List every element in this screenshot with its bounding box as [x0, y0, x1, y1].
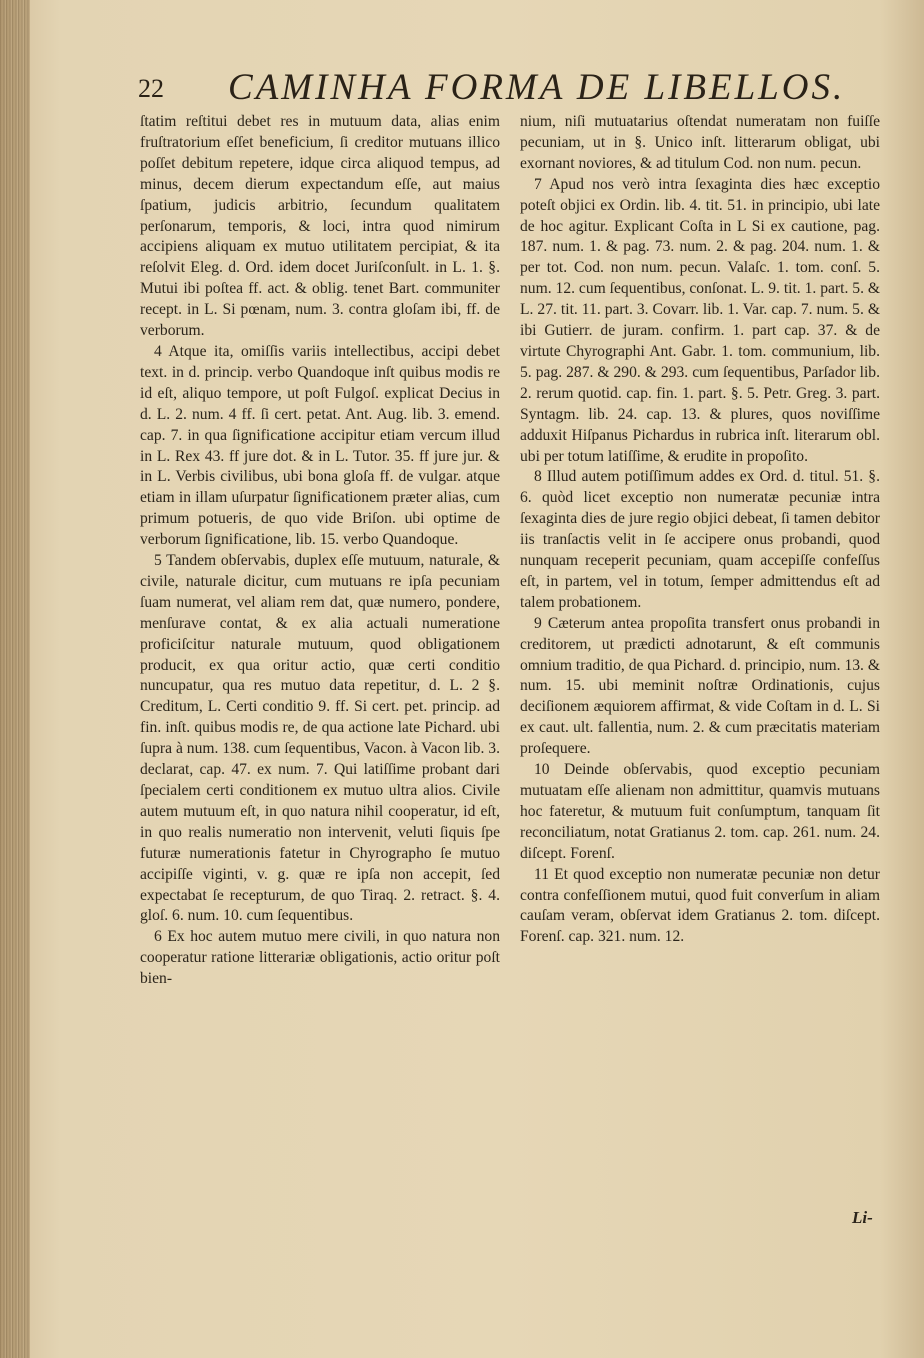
paragraph: 10 Deinde obſervabis, quod exceptio pecuniam mutuatam eſſe alienam non admittitur, quamvis mutuans hoc fateretur, & mutuum fuit conſumptum, tanquam ſit reconciliatum, notat Gratianus 2. tom. cap. 261. num. 24. diſcept. Forenſ. — [520, 761, 880, 862]
left-text-column — [140, 112, 500, 990]
catchword: Li- — [852, 1208, 873, 1227]
paragraph: 5 Tandem obſervabis, duplex eſſe mutuum, naturale, & civile, naturale dicitur, cum mutuans re ipſa pecuniam ſuam numerat, vel aliam rem dat, quæ numero, pondere, menſurave contat, & ex alia actuali numeratione proficiſcitur naturale mutuum, quod obligationem producit, ex qua oritur actio, quæ certi conditio nuncupatur, qua res mutuo data repetitur, d. L. 2 §. Creditum, L. Certi conditio 9. ff. Si cert. pet. princip. ad fin. inſt. quibus modis re, de qua actione late Pichard. ubi ſupra à num. 138. cum ſequentibus, Vacon. à Vacon lib. 3. declarat, cap. 47. ex num. 7. Qui latiſſime probant dari ſpecialem certi conditionem ex mutuo ultra alios. Civile autem mutuum eſt, in quo natura nihil cooperatur, id eſt, in quo realis numeratio non intervenit, veluti ſiquis ſpe futuræ numerationis fatetur in Chyrographo ſe mutuo accipiſſe viginti, v. g. quæ re ipſa non accepit, ſed expectabat ſe recepturum, de quo Tiraq. 2. retract. §. 4. gloſ. 6. num. 10. cum ſequentibus. — [140, 552, 500, 925]
paragraph: 8 Illud autem potiſſimum addes ex Ord. d. titul. 51. §. 6. quòd licet exceptio non numeratæ pecuniæ intra ſexaginta dies de jure regio objici debeat, ſi tamen debitor iis tranſactis velit in ſe accipere onus probandi, quod nunquam receperit pecuniam, quam accepiſſe confeſſus eſt, in partem, vel in totum, ſemper admittendus eſt ad talem probationem. — [520, 468, 880, 611]
paragraph: 7 Apud nos verò intra ſexaginta dies hæc exceptio poteſt objici ex Ordin. lib. 4. tit. 51. in principio, ubi late de hoc agitur. Explicant Coſta in L Si ex cautione, pag. 187. num. 1. & pag. 73. num. 2. & pag. 204. num. 1. & per tot. Cod. non num. pecun. Valaſc. 1. tom. conſ. 5. num. 12. cum ſequentibus, conſonat. L. 9. tit. 1. part. 5. & L. 27. tit. 11. part. 3. Covarr. lib. 1. Var. cap. 7. num. 5. & ibi Gutierr. de juram. confirm. 1. part cap. 37. & de virtute Chyrographi Ant. Gabr. 1. tom. communium, lib. 5. pag. 287. & 290. & 293. cum ſequentibus, Parſador lib. 2. rerum quotid. cap. fin. 1. part. §. 5. Petr. Greg. 3. part. Syntagm. lib. 24. cap. 13. & plures, quos noviſſime adduxit Hiſpanus Pichardus in rubrica inſt. literarum obl. ubi per totum latiſſime, & erudite in propoſito. — [520, 175, 880, 465]
paragraph: ſtatim reſtitui debet res in mutuum data, alias enim fruſtratorium eſſet beneficium, ſi creditor mutuans illico poſſet debitum repetere, idque circa aliquod tempus, ad minus, decem dierum expectandum eſſe, aut maius ſpatium, judicis arbitrio, ſecundum qualitatem perſonarum, temporis, & loci, intra quod nimirum accipiens aliquam ex mutuo utilitatem percipiat, & ita reſolvit Eleg. d. Ord. idem docet Juriſconſult. in L. 1. §. Mutui ibi poſtea ff. act. & oblig. tenet Bart. communiter recept. in L. Si pœnam, num. 3. contra gloſam ibi, ff. de verborum. — [140, 113, 500, 340]
running-title: CAMINHA FORMA DE LIBELLOS. — [228, 67, 846, 108]
paragraph: 9 Cæterum antea propoſita transfert onus probandi in creditorem, ut prædicti adnotarunt, & eſt communis omnium traditio, de qua Pichard. d. principio, num. 13. & num. 15. ubi meminit noſtræ Ordinationis, cujus deciſionem æquiorem affirmat, & vide Coſtam in d. L. Si ex caut. ult. fallentia, num. 2. & cum præcitatis materiam proſequere. — [520, 614, 880, 758]
page-header — [138, 62, 878, 118]
paragraph: 11 Et quod exceptio non numeratæ pecuniæ non detur contra confeſſionem mutui, quod fuit converſum in aliam cauſam veram, obſervat idem Gratianus 2. tom. diſcept. Forenſ. cap. 321. num. 12. — [520, 865, 880, 946]
paragraph: 6 Ex hoc autem mutuo mere civili, in quo natura non cooperatur ratione litterariæ obligationis, actio oritur poſt bien- — [140, 928, 500, 988]
paragraph: 4 Atque ita, omiſſis variis intellectibus, accipi debet text. in d. princip. verbo Quandoque inſt quibus modis re id eſt, aliquo tempore, ut poſt Fulgoſ. explicat Decius in d. L. 2. num. 4 ff. ſi cert. petat. Ant. Aug. lib. 3. emend. cap. 7. in qua ſignificatione accipitur etiam vercum illud in L. Rex 43. ff jure dot. & in L. Tutor. 35. ff jure jur. & in L. Verbis civilibus, ubi bona gloſa ff. de vulgar. atque etiam in illam uſurpatur ſignificationem præter alias, cum primum potueris, de quo vide Briſon. ubi optime de verborum ſignificatione, lib. 15. verbo Quandoque. — [140, 342, 500, 549]
page-number: 22 — [138, 74, 164, 103]
right-text-column — [520, 112, 880, 948]
paragraph: nium, niſi mutuatarius oſtendat numeratam non fuiſſe pecuniam, ut in §. Unico inſt. litterarum obligat, ubi exornant noviores, & ad titulum Cod. non num. pecun. — [520, 113, 880, 172]
page-binding-edge — [0, 0, 30, 1358]
